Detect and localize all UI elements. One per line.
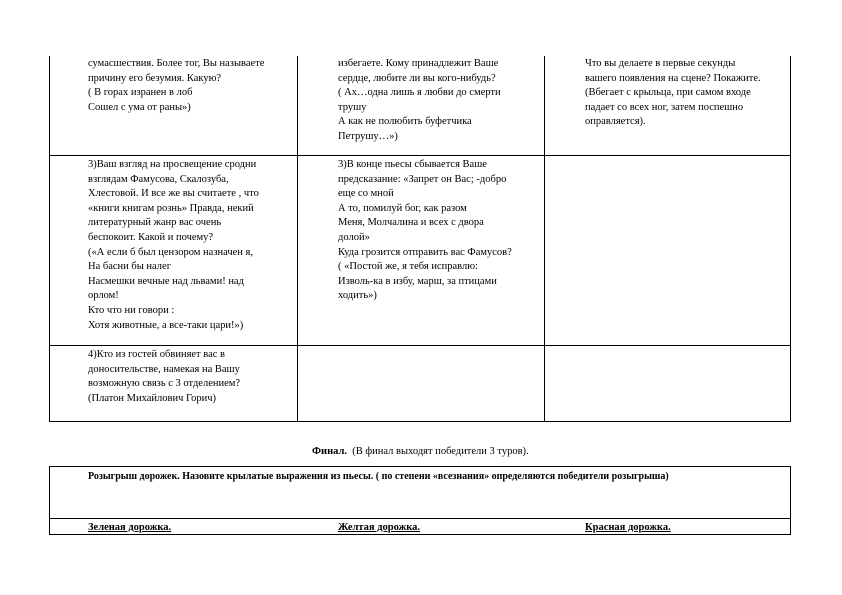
text-line: ( Ах…одна лишь я любви до смерти xyxy=(338,87,501,99)
table-border-bottom xyxy=(49,421,791,422)
text-line: Насмешки вечные над львами! над xyxy=(88,275,244,287)
table-row-divider-2 xyxy=(49,345,791,346)
text-line: 3)В конце пьесы сбывается Ваше xyxy=(338,159,487,170)
text-line: ходить») xyxy=(338,290,377,302)
green-track-label: Зеленая дорожка. xyxy=(88,522,172,533)
text-line: (Платон Михайлович Горич) xyxy=(88,392,217,404)
text-line: 4)Кто из гостей обвиняет вас в xyxy=(88,349,225,360)
table-col-divider-2 xyxy=(544,56,545,422)
row2-col2-cell xyxy=(338,158,512,304)
final-title: Финал. xyxy=(312,446,347,457)
text-line: причину его безумия. Какую? xyxy=(88,72,222,84)
text-line: возможную связь с 3 отделением? xyxy=(88,378,241,390)
text-line: Куда грозится отправить вас Фамусов? xyxy=(338,246,512,258)
yellow-track-label: Желтая дорожка. xyxy=(338,522,421,533)
row1-col1-cell xyxy=(88,57,264,115)
bottom-table-top xyxy=(49,466,791,467)
text-line: Меня, Молчалина и всех с двора xyxy=(338,217,484,229)
text-line: орлом! xyxy=(88,290,119,302)
bottom-table-right xyxy=(790,466,791,535)
text-line: долой» xyxy=(338,231,370,243)
final-heading xyxy=(312,446,529,457)
text-line: (Вбегает с крыльца, при самом входе xyxy=(585,87,751,99)
text-line: беспокоит. Какой и почему? xyxy=(88,231,214,243)
text-line: ( В горах изранен в лоб xyxy=(88,87,193,99)
text-line: доносительстве, намекая на Вашу xyxy=(88,363,240,375)
text-line: Хлестовой. И все же вы считаете , что xyxy=(88,188,259,200)
text-line: литературный жанр вас очень xyxy=(88,217,222,229)
final-note: (В финал выходят победители 3 туров). xyxy=(352,446,529,457)
row1-col3-cell xyxy=(585,57,761,130)
text-line: Что вы делаете в первые секунды xyxy=(585,58,736,69)
text-line: Кто что ни говори : xyxy=(88,304,175,316)
row3-col1-cell xyxy=(88,348,240,406)
text-line: («А если б был цензором назначен я, xyxy=(88,246,253,258)
text-line: падает со всех ног, затем поспешно xyxy=(585,101,744,113)
table-row-divider-1 xyxy=(49,155,791,156)
text-line: избегаете. Кому принадлежит Ваше xyxy=(338,58,499,69)
text-line: А как не полюбить буфетчика xyxy=(338,116,472,128)
row1-col2-cell xyxy=(338,57,501,145)
bottom-table-mid xyxy=(49,518,791,519)
text-line: 3)Ваш взгляд на просвещение сродни xyxy=(88,159,257,170)
text-line: взглядам Фамусова, Скалозуба, xyxy=(88,173,229,185)
row2-col1-cell xyxy=(88,158,259,333)
text-line: еще со мной xyxy=(338,188,394,200)
text-line: Изволь-ка в избу, марш, за птицами xyxy=(338,275,497,287)
bottom-table-bottom xyxy=(49,534,791,535)
text-line: сумасшествия. Более тог, Вы называете xyxy=(88,58,265,69)
text-line: сердце, любите ли вы кого-нибудь? xyxy=(338,72,496,84)
bottom-table-left xyxy=(49,466,50,535)
table-border-right xyxy=(790,56,791,422)
text-line: Петрушу…») xyxy=(338,130,398,142)
table-border-left xyxy=(49,56,50,422)
text-line: ( «Постой же, я тебя исправлю: xyxy=(338,261,478,273)
text-line: А то, помилуй бог, как разом xyxy=(338,202,467,214)
text-line: Сошел с ума от раны») xyxy=(88,101,191,113)
text-line: трушу xyxy=(338,101,367,113)
red-track-label: Красная дорожка. xyxy=(585,522,671,533)
table-col-divider-1 xyxy=(297,56,298,422)
text-line: На басни бы налег xyxy=(88,261,171,273)
draw-instructions: Розыгрыш дорожек. Назовите крылатые выражения из пьесы. ( по степени «всезнания» определяются победители розыгрыша) xyxy=(88,471,669,482)
text-line: оправляется). xyxy=(585,116,646,128)
text-line: Хотя животные, а все-таки цари!») xyxy=(88,319,244,331)
text-line: «книги книгам рознь» Правда, некий xyxy=(88,202,254,214)
text-line: предсказание: «Запрет он Вас; -добро xyxy=(338,173,507,185)
text-line: вашего появления на сцене? Покажите. xyxy=(585,72,761,84)
